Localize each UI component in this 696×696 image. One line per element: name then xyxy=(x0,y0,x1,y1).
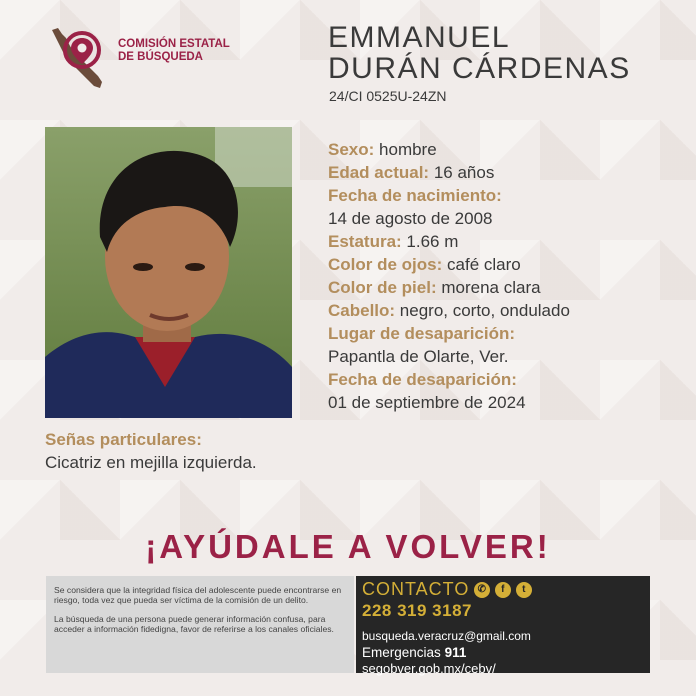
whatsapp-icon[interactable]: ✆ xyxy=(474,582,490,598)
detail-value: 1.66 m xyxy=(406,232,459,251)
distinguishing-marks xyxy=(45,428,257,474)
contact-email[interactable]: busqueda.veracruz@gmail.com xyxy=(362,629,531,643)
detail-row xyxy=(328,184,570,207)
case-folio: 24/CI 0525U-24ZN xyxy=(329,88,447,104)
contact-title: CONTACTO xyxy=(362,579,470,599)
detail-row xyxy=(328,322,570,345)
emergency-line xyxy=(362,645,644,660)
detail-label: Color de ojos: xyxy=(328,255,443,274)
detail-row xyxy=(328,230,570,253)
detail-value: 01 de septiembre de 2024 xyxy=(328,393,526,412)
person-details xyxy=(328,138,570,414)
detail-row xyxy=(328,253,570,276)
detail-row xyxy=(328,276,570,299)
logo-line-1: COMISIÓN ESTATAL xyxy=(118,38,230,50)
detail-value: café claro xyxy=(447,255,521,274)
facebook-icon[interactable]: f xyxy=(495,582,511,598)
twitter-icon[interactable]: t xyxy=(516,582,532,598)
disclaimer-paragraph-2: La búsqueda de una persona puede generar información confusa, para acceder a información fidedigna, favor de referirse a los canales oficiales. xyxy=(54,613,334,634)
detail-label: Edad actual: xyxy=(328,163,430,182)
detail-value: hombre xyxy=(379,140,437,159)
contact-header xyxy=(362,579,644,600)
contact-box xyxy=(356,576,650,676)
person-name xyxy=(328,22,631,84)
senas-label: Señas particulares: xyxy=(45,430,202,449)
detail-row xyxy=(328,368,570,391)
detail-value: morena clara xyxy=(441,278,541,297)
detail-value: 14 de agosto de 2008 xyxy=(328,209,493,228)
disclaimer-paragraph-1: Se considera que la integridad física del adolescente puede encontrarse en riesgo, toda vez que pueda ser víctima de la comisión de un delito. xyxy=(54,585,342,606)
detail-row xyxy=(328,161,570,184)
name-line-1: EMMANUEL xyxy=(328,21,511,54)
name-line-2: DURÁN CÁRDENAS xyxy=(328,52,631,85)
senas-value: Cicatriz en mejilla izquierda. xyxy=(45,453,257,472)
detail-label: Sexo: xyxy=(328,140,375,159)
detail-label: Lugar de desaparición: xyxy=(328,324,516,343)
emergency-number[interactable]: 911 xyxy=(444,645,467,660)
comision-logo xyxy=(44,24,244,96)
contact-phone[interactable]: 228 319 3187 xyxy=(362,601,472,620)
emergency-label: Emergencias xyxy=(362,645,441,660)
disclaimer-box xyxy=(46,576,354,673)
detail-value: 16 años xyxy=(433,163,495,182)
person-photo xyxy=(45,127,292,418)
detail-row xyxy=(328,299,570,322)
detail-value: negro, corto, ondulado xyxy=(399,301,570,320)
detail-label: Estatura: xyxy=(328,232,402,251)
detail-value: Papantla de Olarte, Ver. xyxy=(328,347,509,366)
logo-line-2: DE BÚSQUEDA xyxy=(118,51,203,63)
detail-label: Fecha de nacimiento: xyxy=(328,186,502,205)
veracruz-map-pin-icon xyxy=(44,24,116,96)
detail-label: Fecha de desaparición: xyxy=(328,370,517,389)
detail-label: Color de piel: xyxy=(328,278,437,297)
slogan: ¡AYÚDALE A VOLVER! xyxy=(145,528,551,565)
contact-website[interactable]: segobver.gob.mx/cebv/ xyxy=(362,661,496,676)
detail-label: Cabello: xyxy=(328,301,396,320)
detail-row xyxy=(328,138,570,161)
